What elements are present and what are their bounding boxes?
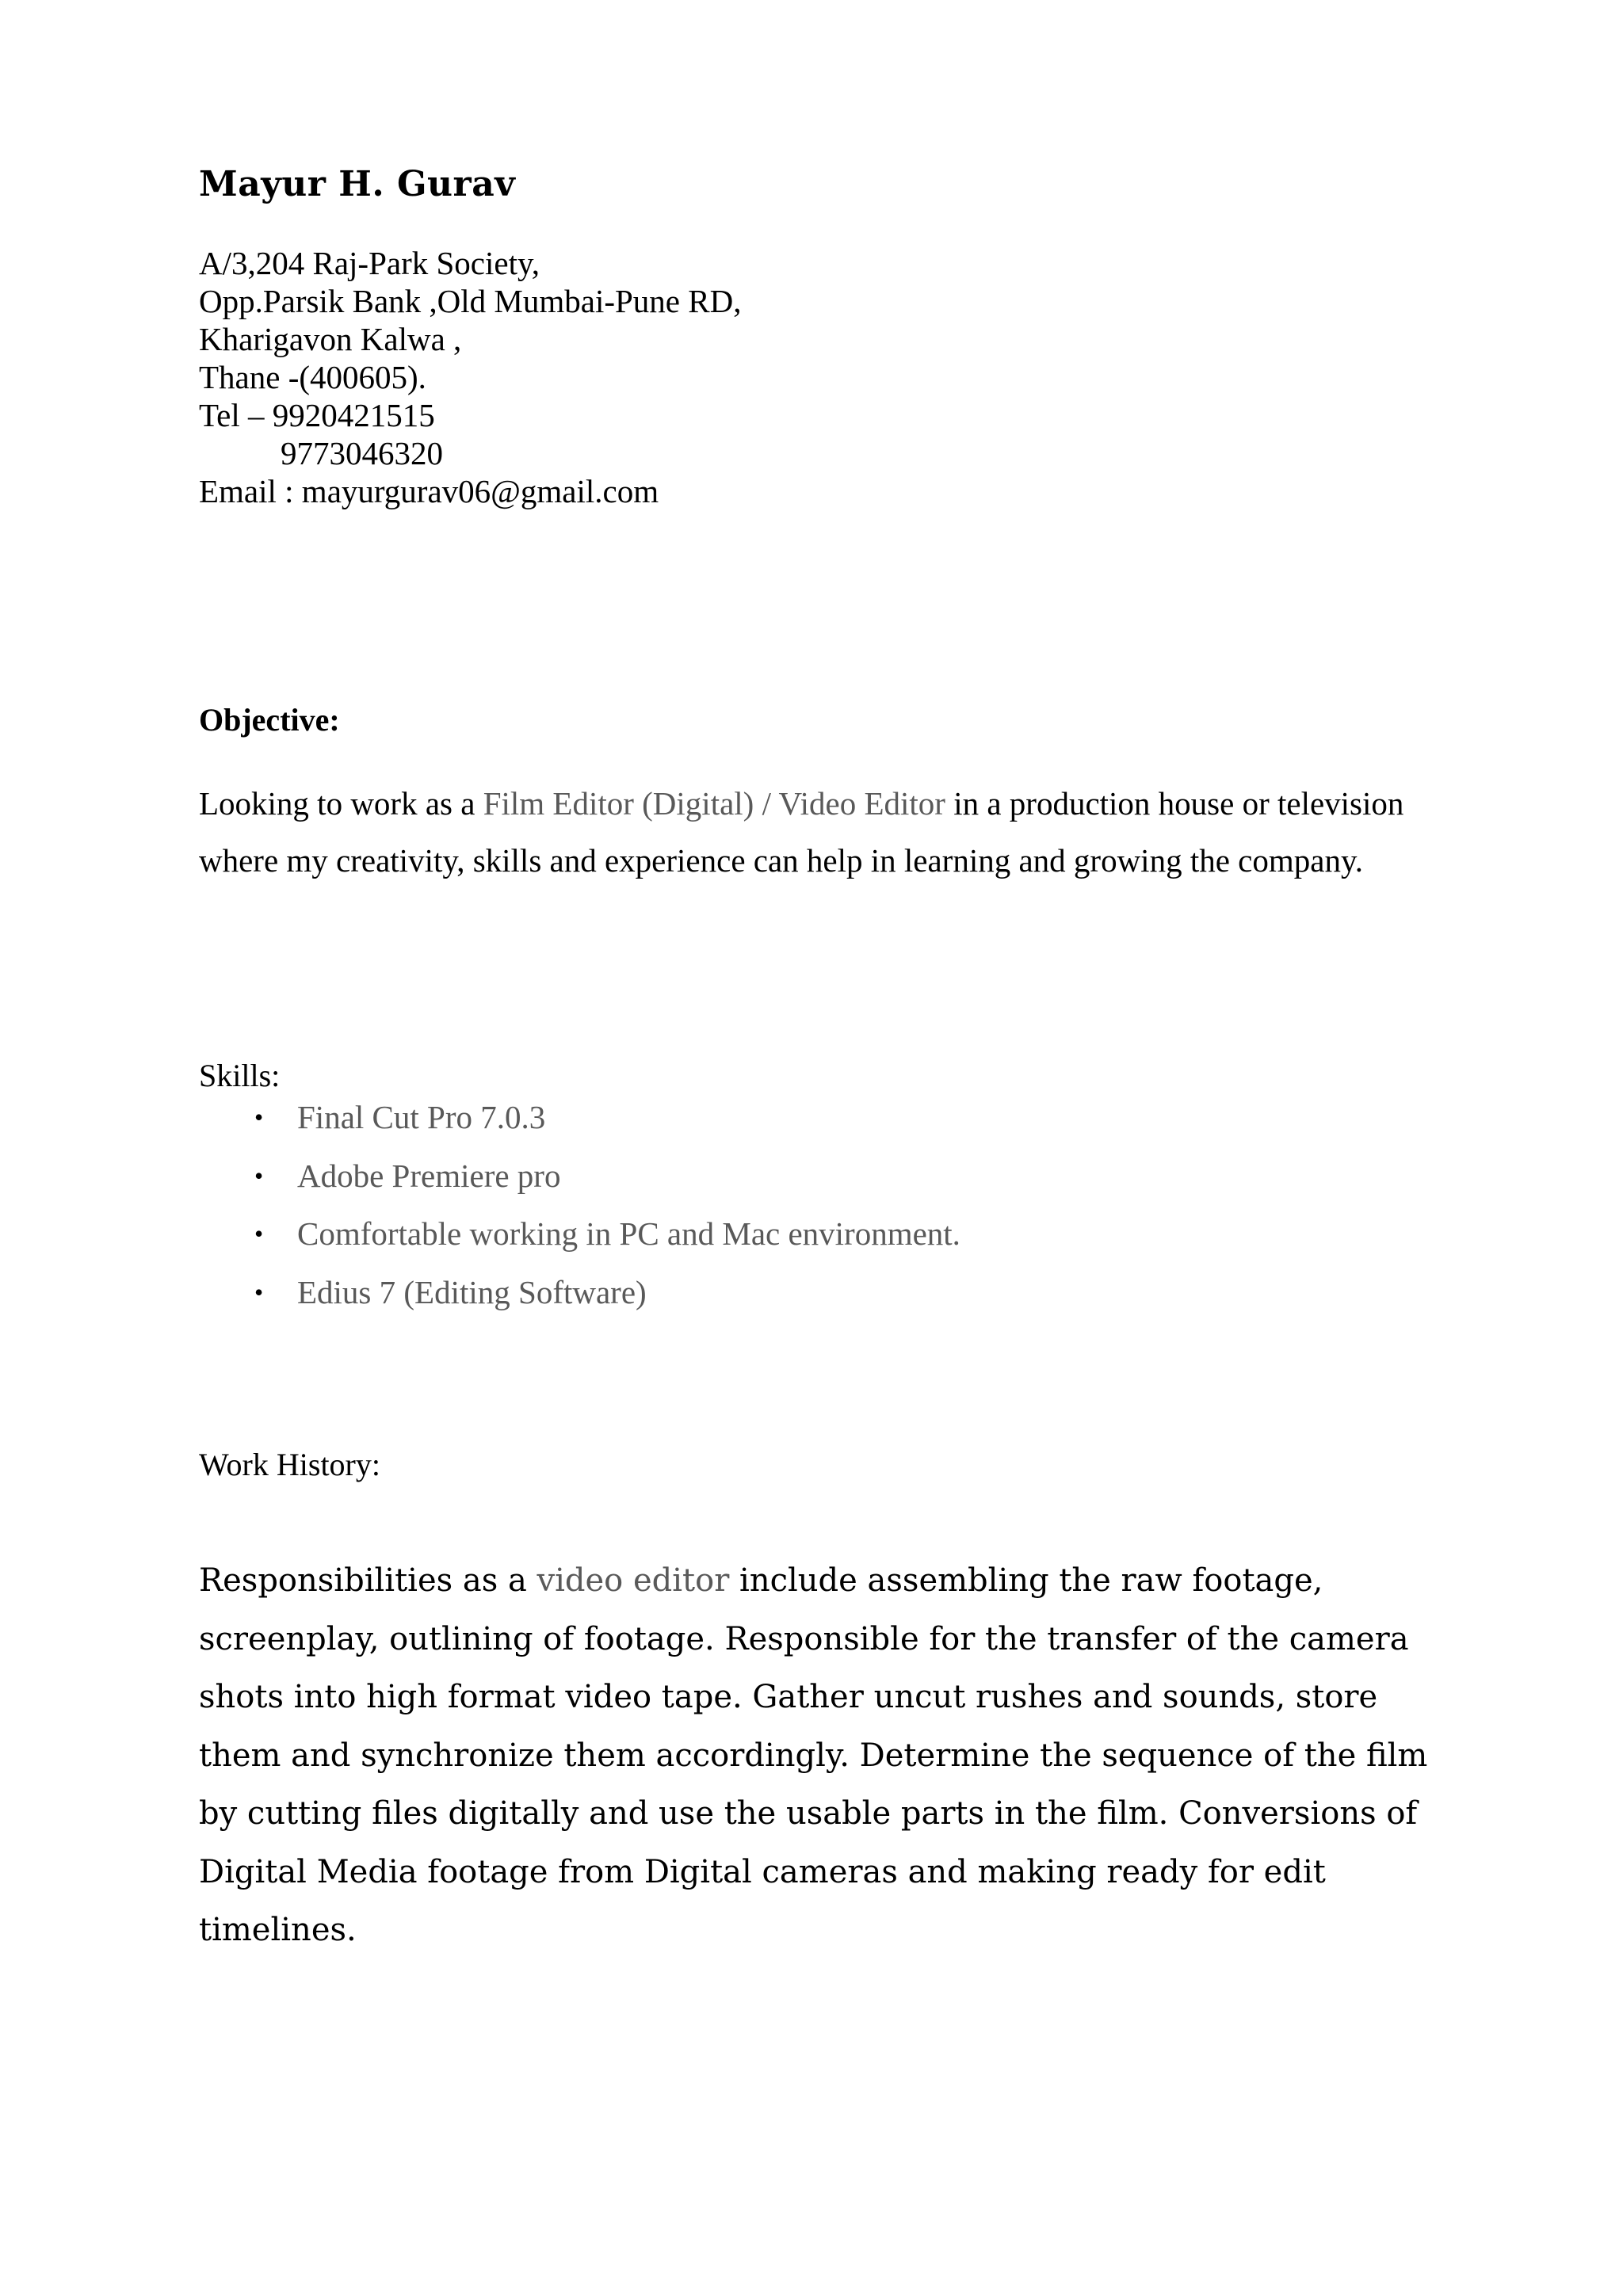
list-item [199, 1270, 960, 1329]
list-item [199, 1211, 960, 1270]
objective-text-start: Looking to work as a [199, 785, 483, 822]
objective-text-end: in a production house or television where my creativity, skills and experience can help in learning and growing the company. [199, 785, 1404, 879]
objective-text [199, 775, 1435, 889]
work-history-heading: Work History: [199, 1447, 380, 1482]
contact-block [199, 244, 741, 510]
address-line-2: Opp.Parsik Bank ,Old Mumbai-Pune RD, [199, 283, 742, 319]
email-line: Email : mayurgurav06@gmail.com [199, 473, 659, 509]
work-history-text-start: Responsibilities as a [199, 1562, 537, 1599]
phone-label: Tel – [199, 397, 273, 433]
address-line-3: Kharigavon Kalwa , [199, 321, 462, 357]
skills-list [199, 1095, 960, 1328]
work-history-text [199, 1552, 1451, 1960]
skills-heading: Skills: [199, 1058, 281, 1093]
bullet-icon: • [254, 1277, 264, 1306]
phone-number-1: 9920421515 [272, 397, 435, 433]
objective-heading: Objective: [199, 702, 340, 738]
phone-number-2: 9773046320 [281, 435, 443, 471]
address-line-4: Thane -(400605). [199, 359, 426, 395]
address-line-1: A/3,204 Raj-Park Society, [199, 245, 540, 281]
objective-role-highlight: Film Editor (Digital) / Video Editor [483, 785, 945, 822]
candidate-name: Mayur H. Gurav [199, 164, 516, 204]
work-history-role-highlight: video editor [537, 1562, 730, 1599]
list-item [199, 1154, 960, 1212]
bullet-icon: • [254, 1161, 264, 1190]
bullet-icon: • [254, 1103, 264, 1131]
bullet-icon: • [254, 1219, 264, 1248]
work-history-text-end: include assembling the raw footage, screenplay, outlining of footage. Responsible for the transfer of the camera shots into high format video tape. Gather uncut rushes and sounds, store them and synchronize them accordingly. Determine the sequence of the film by cutting files digitally and use the usable parts in the film. Conversions of Digital Media footage from Digital cameras and making ready for edit timelines. [199, 1562, 1428, 1948]
skill-label: Final Cut Pro 7.0.3 [297, 1099, 546, 1135]
skill-label: Edius 7 (Editing Software) [297, 1273, 647, 1310]
skill-label: Adobe Premiere pro [297, 1157, 561, 1194]
list-item [199, 1095, 960, 1154]
phone-line-1 [199, 396, 741, 434]
skill-label: Comfortable working in PC and Mac environment. [297, 1215, 960, 1252]
